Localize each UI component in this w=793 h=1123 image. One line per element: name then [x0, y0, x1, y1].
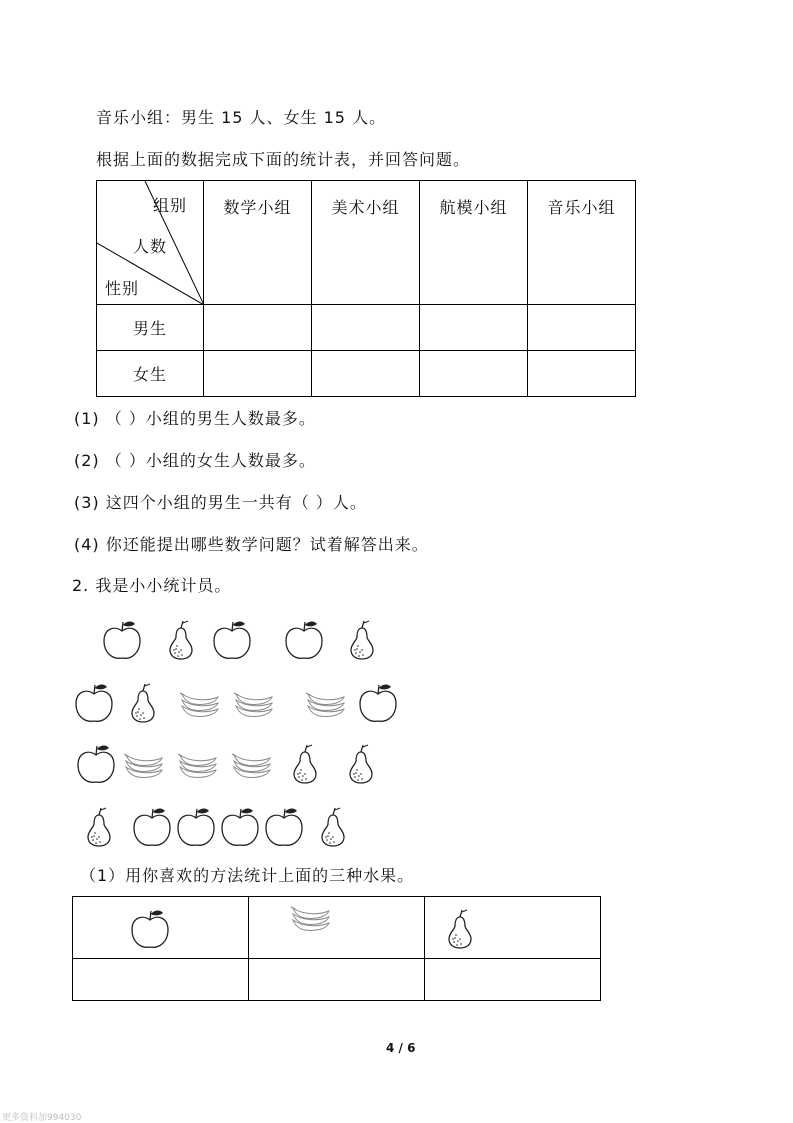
diagonal-header-cell [97, 181, 204, 305]
section-2-title: 2. 我是小小统计员。 [72, 576, 232, 595]
fruit-count-table [72, 896, 601, 1001]
apple-icon [210, 618, 254, 662]
apple-icon [356, 681, 400, 725]
corner-label-count: 人数 [133, 237, 168, 256]
pear-icon [166, 620, 196, 660]
pear-icon [318, 807, 348, 847]
col-header-model: 航模小组 [420, 181, 528, 305]
watermark: 更多资料加994030 [2, 1113, 82, 1123]
pear-icon [290, 744, 320, 784]
apple-icon [130, 805, 174, 849]
col-header-math: 数学小组 [204, 181, 312, 305]
input-cell[interactable] [420, 305, 528, 351]
apple-icon [100, 618, 144, 662]
pear-icon [346, 744, 376, 784]
apple-icon [218, 805, 262, 849]
intro-line: 音乐小组：男生 15 人、女生 15 人。 [96, 108, 387, 127]
col-header-art: 美术小组 [312, 181, 420, 305]
stats-table [96, 180, 636, 397]
input-cell[interactable] [528, 305, 636, 351]
row-label-girls: 女生 [97, 351, 204, 397]
page-number: 4 / 6 [386, 1041, 416, 1055]
pear-icon [445, 909, 475, 949]
input-cell[interactable] [312, 305, 420, 351]
apple-icon [282, 618, 326, 662]
instruction-text: 根据上面的数据完成下面的统计表，并回答问题。 [96, 150, 471, 169]
input-cell[interactable] [204, 305, 312, 351]
apple-icon [74, 742, 118, 786]
pear-icon [84, 807, 114, 847]
input-cell[interactable] [420, 351, 528, 397]
sub-question-1: （1）用你喜欢的方法统计上面的三种水果。 [80, 866, 415, 885]
pear-icon [347, 620, 377, 660]
banana-icon [122, 750, 166, 782]
apple-icon [128, 907, 172, 951]
corner-label-gender: 性别 [105, 279, 140, 298]
apple-icon [262, 805, 306, 849]
banana-header-cell [249, 897, 425, 959]
pear-icon [128, 683, 158, 723]
banana-icon [289, 903, 333, 935]
banana-icon [178, 689, 222, 721]
col-header-music: 音乐小组 [528, 181, 636, 305]
question-3: (3) 这四个小组的男生一共有（ ）人。 [74, 493, 367, 512]
corner-label-group: 组别 [153, 196, 188, 215]
banana-icon [232, 689, 276, 721]
question-4: (4) 你还能提出哪些数学问题？试着解答出来。 [74, 535, 429, 554]
banana-count-cell[interactable] [249, 959, 425, 1001]
apple-count-cell[interactable] [73, 959, 249, 1001]
question-2: (2) （ ）小组的女生人数最多。 [74, 451, 316, 470]
banana-icon [230, 750, 274, 782]
question-1: (1) （ ）小组的男生人数最多。 [74, 409, 316, 428]
pear-count-cell[interactable] [425, 959, 601, 1001]
pear-header-cell [425, 897, 601, 959]
apple-icon [72, 681, 116, 725]
apple-header-cell [73, 897, 249, 959]
banana-icon [304, 689, 348, 721]
banana-icon [176, 750, 220, 782]
input-cell[interactable] [528, 351, 636, 397]
row-label-boys: 男生 [97, 305, 204, 351]
input-cell[interactable] [204, 351, 312, 397]
input-cell[interactable] [312, 351, 420, 397]
apple-icon [174, 805, 218, 849]
